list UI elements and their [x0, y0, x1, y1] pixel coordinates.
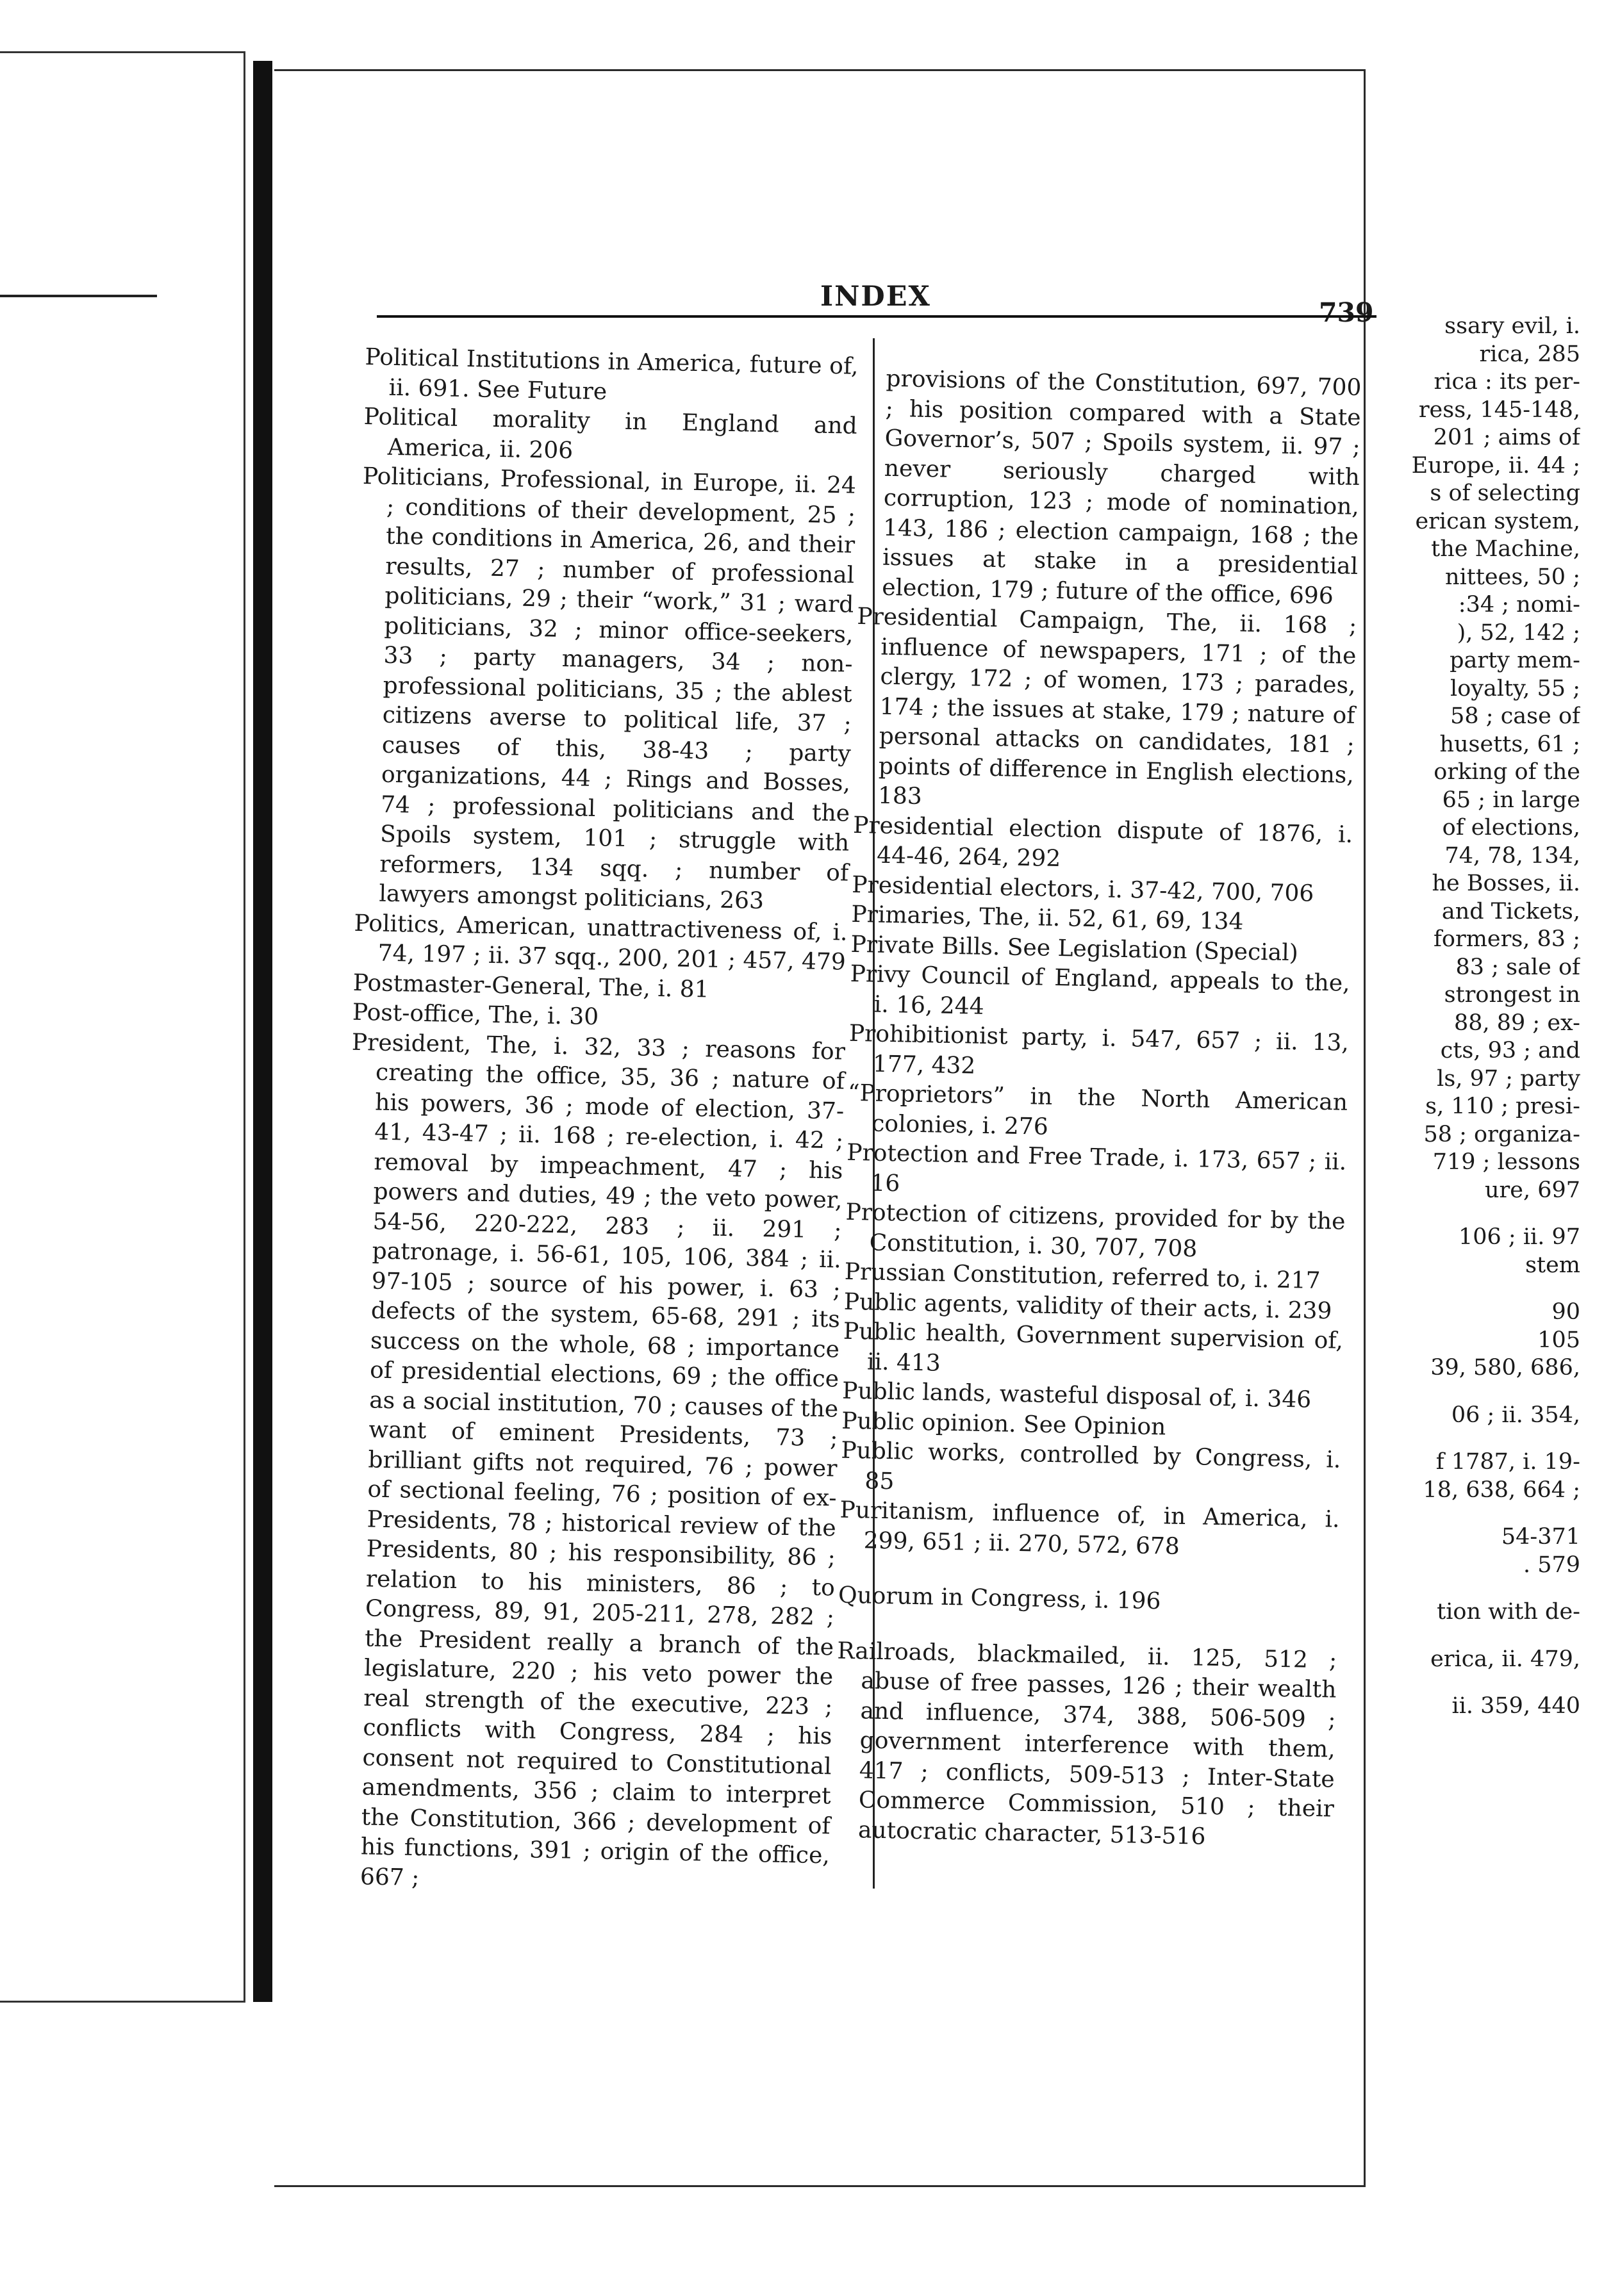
left-line: 106 ; ii. 97	[1458, 1224, 1580, 1250]
left-line: s, 110 ; presi-	[1425, 1094, 1580, 1119]
left-line: ssary evil, i.	[1444, 313, 1580, 339]
left-line: cts, 93 ; and	[1440, 1038, 1580, 1063]
left-line: 18, 638, 664 ;	[1423, 1477, 1580, 1503]
index-entry: Presidential electors, i. 37-42, 700, 706	[851, 871, 1314, 907]
left-line: ress, 145-148,	[1418, 397, 1580, 423]
index-entry: Post-office, The, i. 30	[352, 999, 599, 1031]
left-line: 58 ; organiza-	[1423, 1121, 1580, 1147]
left-line: 90	[1551, 1299, 1580, 1325]
index-entry: Public lands, wasteful disposal of, i. 346	[841, 1377, 1312, 1413]
left-line: nittees, 50 ;	[1445, 564, 1580, 590]
book-spine	[253, 61, 272, 2002]
left-line: ii. 359, 440	[1451, 1693, 1580, 1719]
left-line: 83 ; sale of	[1455, 954, 1580, 980]
left-line: ls, 97 ; party	[1437, 1065, 1580, 1092]
left-line: 65 ; in large	[1442, 787, 1580, 813]
index-column-left	[336, 343, 859, 1901]
index-entry: President, The, i. 32, 33 ; reasons for creating the office, 35, 36 ; nature of his powers, 36 ; mode of election, 37-41, 43-47 ; ii. 168 ; re-election, i. 42 ; removal by impeachment, 47 ; his powers and duties, 49 ; the veto power, 54-56, 220-222, 283 ; ii. 291 ; patronage, i. 56-61, 105, 106, 384 ; ii. 97-105 ; source of his power, i. 63 ; defects of the system, 65-68, 291 ; its success on the whole, 68 ; importance of presidential elections, 69 ; the office as a social institution, 70 ; causes of the want of eminent Presidents, 73 ; brilliant gifts not required, 76 ; power of sectional feeling, 76 ; position of ex-Presidents, 78 ; historical review of the Presidents, 80 ; his responsibility, 86 ; relation to his ministers, 86 ; to Congress, 89, 91, 205-211, 278, 282 ; the President really a branch of the legislature, 220 ; his veto power the real strength of the executive, 223 ; conflicts with Congress, 284 ; his consent not required to Constitutional amendments, 356 ; claim to interpret the Constitution, 366 ; development of his functions, 391 ; origin of the office, 667 ;	[351, 1029, 846, 1891]
left-line: s of selecting	[1430, 480, 1580, 506]
left-line: party mem-	[1450, 648, 1580, 673]
left-line: erican system,	[1415, 508, 1580, 534]
left-line: 54-371	[1501, 1524, 1580, 1550]
left-line: 201 ; aims of	[1433, 425, 1580, 450]
left-line: erica, ii. 479,	[1430, 1646, 1580, 1672]
left-line: f 1787, i. 19-	[1435, 1449, 1580, 1475]
index-entry: Protection of citizens, provided for by the Constitution, i. 30, 707, 708	[845, 1199, 1346, 1262]
left-line: Europe, ii. 44 ;	[1411, 452, 1580, 479]
index-entry: Political Institutions in America, future of, ii. 691. See Future	[365, 343, 859, 405]
page-number: 739	[1319, 297, 1374, 328]
left-line: 58 ; case of	[1450, 703, 1580, 729]
left-line: rica : its per-	[1434, 369, 1580, 395]
running-header-title: INDEX	[820, 281, 931, 313]
left-line: :34 ; nomi-	[1458, 592, 1580, 618]
index-column-right	[834, 364, 1362, 1855]
left-line: ), 52, 142 ;	[1457, 619, 1580, 646]
index-entry: Politicians, Professional, in Europe, ii. 24 ; conditions of their development, 25 ; the conditions in America, 26, and their results, 27 ; number of professional politicians, 29 ; their “work,” 31 ; ward politicians, 32 ; minor office-seekers, 33 ; party managers, 34 ; non-professional politicians, 35 ; the ablest citizens averse to political life, 37 ; causes of this, 38-43 ; party organizations, 44 ; Rings and Bosses, 74 ; professional politicians and the Spoils system, 101 ; struggle with reformers, 134 sqq. ; number of lawyers amongst politicians, 263	[362, 463, 857, 915]
left-line: 06 ; ii. 354,	[1451, 1402, 1580, 1428]
index-entry: Postmaster-General, The, i. 81	[352, 969, 709, 1003]
index-entry: Public agents, validity of their acts, i. 239	[843, 1288, 1332, 1324]
index-entry: Prohibitionist party, i. 547, 657 ; ii. 13, 177, 432	[848, 1020, 1350, 1079]
index-entry-continued: provisions of the Constitution, 697, 700 ; his position compared with a State Governor’s, 507 ; Spoils system, ii. 97 ; never seriously charged with corruption, 123 ; mode of nomination, 143, 186 ; election campaign, 168 ; the issues at stake in a presidential election, 179 ; future of the office, 696	[881, 365, 1362, 609]
left-line: loyalty, 55 ;	[1450, 675, 1580, 701]
index-entry: Primaries, The, ii. 52, 61, 69, 134	[851, 901, 1244, 935]
index-entry-section-r: Railroads, blackmailed, ii. 125, 512 ; abuse of free passes, 126 ; their wealth and influence, 374, 388, 506-509 ; government interference with them, 417 ; conflicts, 509-513 ; Inter-State Commerce Commission, 510 ; their autocratic character, 513-516	[837, 1637, 1337, 1850]
left-line: and Tickets,	[1441, 898, 1580, 924]
index-entry-section-q: Quorum in Congress, i. 196	[838, 1582, 1161, 1615]
left-line: husetts, 61 ;	[1439, 731, 1580, 757]
left-line: ure, 697	[1484, 1177, 1580, 1203]
left-line: . 579	[1523, 1552, 1580, 1578]
left-page-fragment	[0, 51, 245, 2003]
left-line: 74, 78, 134,	[1444, 842, 1580, 869]
left-line: formers, 83 ;	[1433, 926, 1580, 952]
index-entry: Prussian Constitution, referred to, i. 217	[844, 1258, 1321, 1294]
left-line: 39, 580, 686,	[1430, 1355, 1580, 1381]
index-entry: Protection and Free Trade, i. 173, 657 ; ii. 16	[846, 1139, 1347, 1197]
left-line: 88, 89 ; ex-	[1453, 1010, 1580, 1036]
left-line: the Machine,	[1431, 536, 1580, 562]
left-page-text	[1369, 313, 1580, 1721]
index-entry: Privy Council of England, appeals to the, i. 16, 244	[850, 960, 1350, 1020]
left-line: rica, 285	[1479, 341, 1580, 367]
index-entry: “Proprietors” in the North American colonies, i. 276	[847, 1079, 1348, 1140]
index-entry: Public opinion. See Opinion	[841, 1407, 1166, 1440]
left-line: stem	[1525, 1252, 1580, 1278]
header-rule	[377, 315, 1376, 318]
index-entry: Public health, Government supervision of, ii. 413	[843, 1318, 1344, 1377]
left-line: of elections,	[1442, 815, 1580, 840]
index-entry: Puritanism, influence of, in America, i. 299, 651 ; ii. 270, 572, 678	[839, 1496, 1340, 1560]
left-line: tion with de-	[1437, 1599, 1580, 1625]
left-line: he Bosses, ii.	[1432, 871, 1580, 896]
left-line: strongest in	[1444, 982, 1580, 1008]
left-line: orking of the	[1434, 759, 1580, 785]
index-entry: Politics, American, unattractiveness of, i. 74, 197 ; ii. 37 sqq., 200, 201 ; 457, 479	[354, 910, 848, 976]
index-entry: Public works, controlled by Congress, i. 85	[841, 1437, 1341, 1495]
index-entry: Presidential election dispute of 1876, i. 44-46, 264, 292	[852, 812, 1353, 873]
index-entry: Private Bills. See Legislation (Special)	[850, 931, 1299, 966]
left-page-rule	[0, 295, 157, 297]
left-line: 719 ; lessons	[1432, 1149, 1580, 1175]
index-entry: Political morality in England and America, ii. 206	[363, 403, 858, 464]
index-entry: Presidential Campaign, The, ii. 168 ; influence of newspapers, 171 ; of the clergy, 172 ; of women, 173 ; parades, 174 ; the issues at stake, 179 ; nature of personal attacks on candidates, 181 ; points of difference in English elections, 183	[857, 603, 1357, 810]
left-line: 105	[1537, 1327, 1580, 1353]
